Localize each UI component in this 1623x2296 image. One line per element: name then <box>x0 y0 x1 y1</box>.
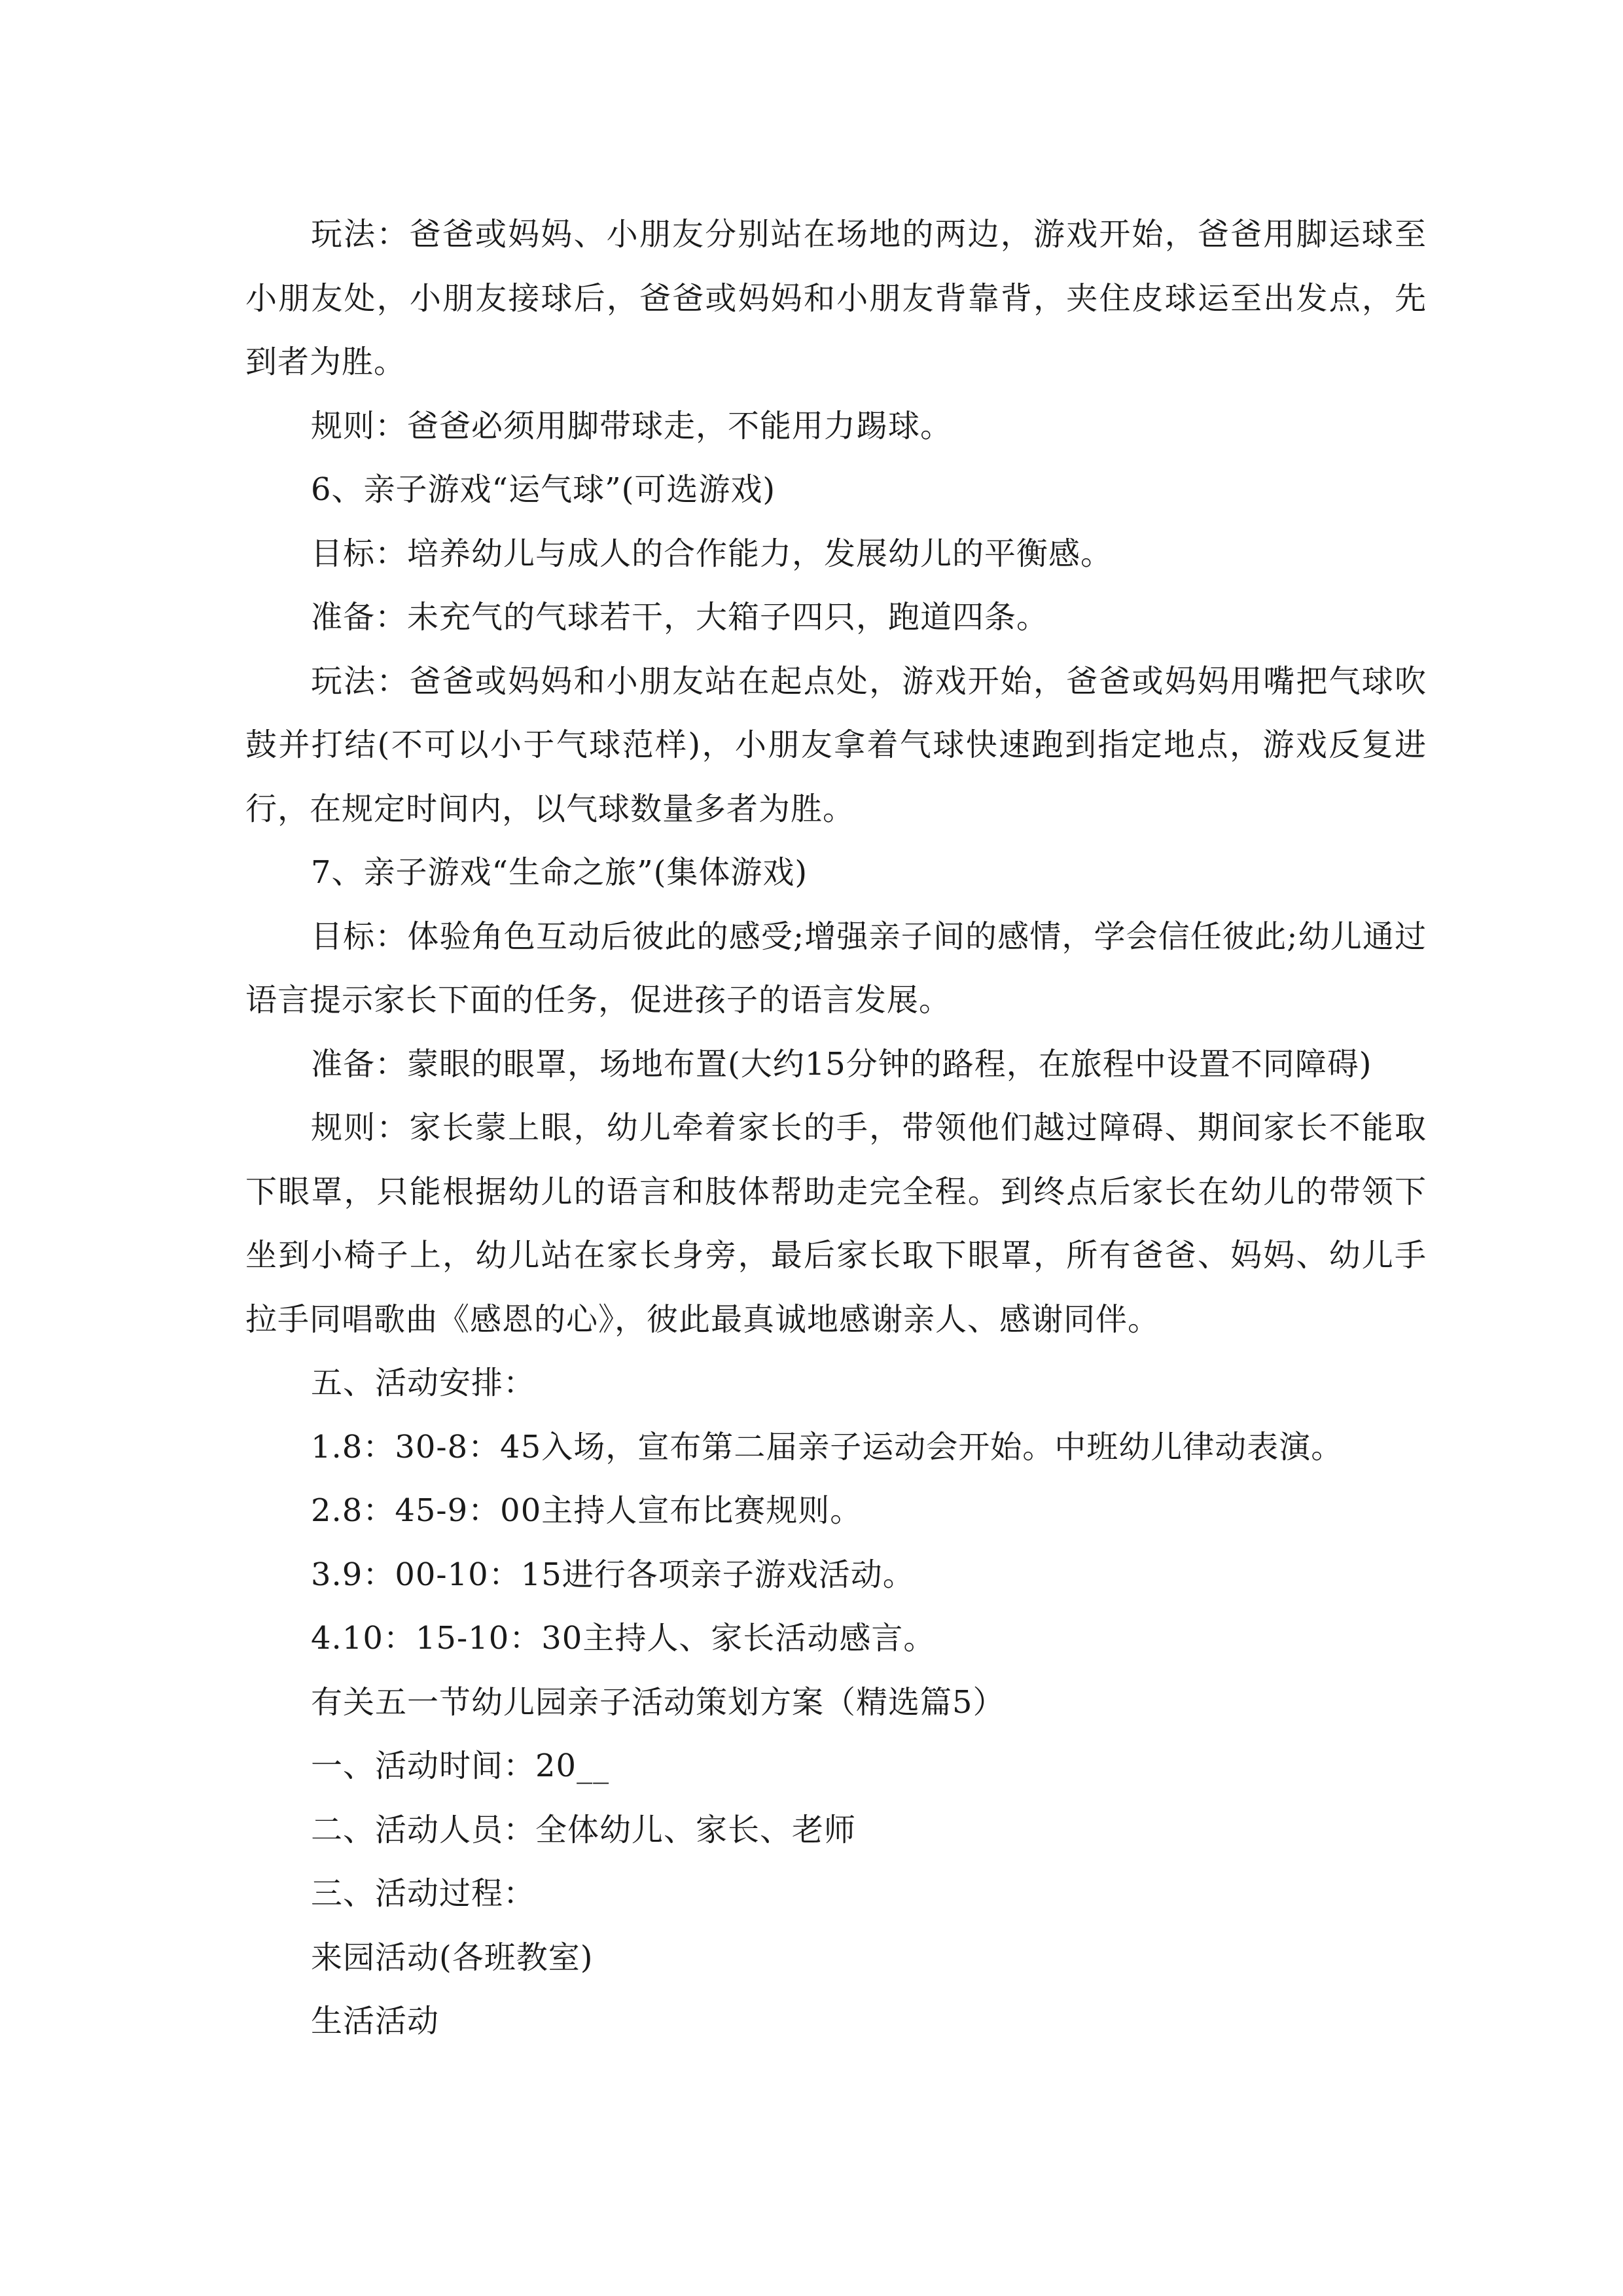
section-heading: 6、亲子游戏“运气球”(可选游戏) <box>311 471 776 508</box>
paragraph: 来园活动(各班教室) <box>311 1939 594 1976</box>
schedule-item: 3.9：00-10：15进行各项亲子游戏活动。 <box>311 1556 915 1593</box>
section-heading: 7、亲子游戏“生命之旅”(集体游戏) <box>311 854 808 891</box>
document-title: 有关五一节幼儿园亲子活动策划方案（精选篇5） <box>311 1683 1005 1721</box>
paragraph: 生活活动 <box>311 2003 440 2039</box>
paragraph: 目标：培养幼儿与成人的合作能力，发展幼儿的平衡感。 <box>311 535 1113 572</box>
schedule-item: 1.8：30-8：45入场，宣布第二届亲子运动会开始。中班幼儿律动表演。 <box>311 1428 1344 1465</box>
paragraph: 规则：家长蒙上眼，幼儿牵着家长的手，带领他们越过障碍、期间家长不能取下眼罩，只能根据幼儿的语言和肢体帮助走完全程。到终点后家长在幼儿的带领下坐到小椅子上，幼儿站在家长身旁，最后家长取下眼罩，所有爸爸、妈妈、幼儿手拉手同唱歌曲《感恩的心》，彼此最真诚地感谢亲人、感谢同伴。 <box>245 1109 1427 1338</box>
section-heading: 一、活动时间：20__ <box>311 1748 610 1784</box>
section-heading: 三、活动过程： <box>311 1875 536 1912</box>
paragraph: 玩法：爸爸或妈妈、小朋友分别站在场地的两边，游戏开始，爸爸用脚运球至小朋友处，小朋友接球后，爸爸或妈妈和小朋友背靠背，夹住皮球运至出发点，先到者为胜。 <box>245 216 1427 380</box>
paragraph: 准备：蒙眼的眼罩，场地布置(大约15分钟的路程，在旅程中设置不同障碍) <box>311 1045 1372 1083</box>
schedule-item: 2.8：45-9：00主持人宣布比赛规则。 <box>311 1492 863 1529</box>
document-body <box>245 203 1427 2054</box>
schedule-item: 4.10：15-10：30主持人、家长活动感言。 <box>311 1620 936 1657</box>
paragraph: 规则：爸爸必须用脚带球走，不能用力踢球。 <box>311 407 953 444</box>
paragraph: 准备：未充气的气球若干，大箱子四只，跑道四条。 <box>311 599 1049 636</box>
section-heading: 五、活动安排： <box>311 1365 536 1401</box>
paragraph: 玩法：爸爸或妈妈和小朋友站在起点处，游戏开始，爸爸或妈妈用嘴把气球吹鼓并打结(不可以小于气球范样)，小朋友拿着气球快速跑到指定地点，游戏反复进行，在规定时间内，以气球数量多者为胜。 <box>245 662 1427 827</box>
section-heading: 二、活动人员：全体幼儿、家长、老师 <box>311 1811 857 1848</box>
paragraph: 目标：体验角色互动后彼此的感受;增强亲子间的感情，学会信任彼此;幼儿通过语言提示家长下面的任务，促进孩子的语言发展。 <box>245 918 1427 1018</box>
